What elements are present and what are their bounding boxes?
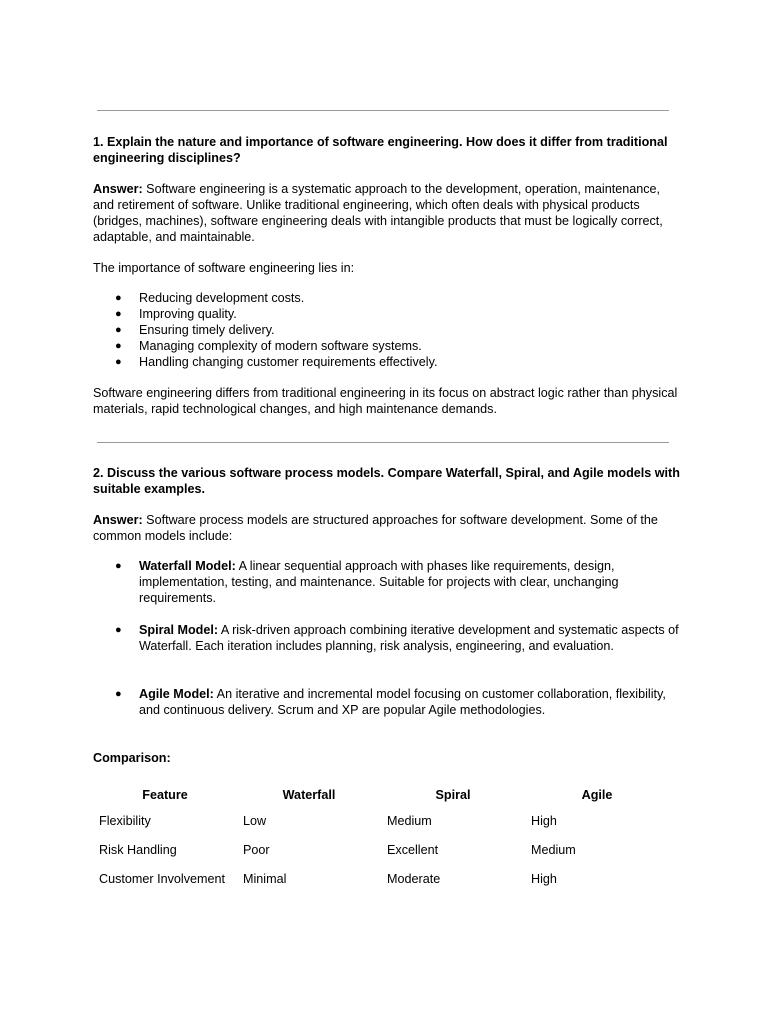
table-cell: Medium <box>531 842 576 857</box>
models-list <box>93 686 683 718</box>
answer-label: Answer: <box>93 182 143 196</box>
list-item-agile <box>93 686 679 718</box>
bullet-icon: ● <box>115 340 122 352</box>
table-cell: Poor <box>243 842 270 857</box>
bullet-icon: ● <box>115 624 122 636</box>
table-cell: Customer Involvement <box>99 871 225 886</box>
table-cell: Excellent <box>387 842 439 857</box>
models-list <box>93 622 683 654</box>
table-cell: Low <box>243 813 267 828</box>
model-description: A linear sequential approach with phases like requirements, design, implementation, testing, and maintenance. Suitable for projects with clear, unchanging requirements. <box>139 559 619 605</box>
table-cell: Minimal <box>243 871 287 886</box>
horizontal-divider <box>97 110 669 111</box>
table-header-cell: Feature <box>142 788 188 802</box>
answer-text: Software process models are structured approaches for software development. Some of the common models include: <box>93 513 658 543</box>
list-item-text: Reducing development costs. <box>139 291 305 305</box>
question-2-answer <box>93 512 683 544</box>
question-1-title: 1. Explain the nature and importance of software engineering. How does it differ from traditional engineering disciplines? <box>93 135 668 165</box>
table-cell: High <box>531 813 557 828</box>
bullet-icon: ● <box>115 292 122 304</box>
models-list-block <box>93 622 683 654</box>
table-cell: Medium <box>387 813 432 828</box>
model-description: A risk-driven approach combining iterative development and systematic aspects of Waterfall. Each iteration includes planning, risk analysis, engineering, and evaluation. <box>139 623 679 653</box>
importance-list-block <box>93 290 683 370</box>
table-row <box>93 864 669 893</box>
comparison-table <box>93 784 669 893</box>
list-item-waterfall <box>93 558 679 606</box>
models-list-block <box>93 558 683 606</box>
table-header-cell: Spiral <box>435 788 471 802</box>
table-row <box>93 806 669 835</box>
table-cell: Moderate <box>387 871 441 886</box>
question-1-conclusion <box>93 385 683 417</box>
list-item-text: Handling changing customer requirements effectively. <box>139 355 438 369</box>
question-1-section <box>93 134 683 166</box>
importance-intro <box>93 260 683 276</box>
question-1-answer <box>93 181 683 245</box>
list-item <box>93 322 683 338</box>
horizontal-divider <box>97 442 669 443</box>
bullet-icon: ● <box>115 356 122 368</box>
list-item <box>93 354 683 370</box>
question-2-title: 2. Discuss the various software process models. Compare Waterfall, Spiral, and Agile models with suitable examples. <box>93 466 680 496</box>
list-item <box>93 338 683 354</box>
models-list-block <box>93 686 683 718</box>
comparison-heading: Comparison: <box>93 751 171 765</box>
model-name: Waterfall Model: <box>139 559 236 573</box>
bullet-icon: ● <box>115 688 122 700</box>
comparison-heading-block <box>93 750 683 766</box>
table-header-cell: Waterfall <box>282 788 336 802</box>
table-header-row <box>93 784 669 806</box>
list-item-text: Ensuring timely delivery. <box>139 323 275 337</box>
bullet-icon: ● <box>115 324 122 336</box>
conclusion-text: Software engineering differs from traditional engineering in its focus on abstract logic rather than physical materials, rapid technological changes, and high maintenance demands. <box>93 386 678 416</box>
list-item <box>93 290 683 306</box>
list-item-text: Managing complexity of modern software systems. <box>139 339 422 353</box>
model-name: Agile Model: <box>139 687 214 701</box>
model-name: Spiral Model: <box>139 623 219 637</box>
list-item-text: Improving quality. <box>139 307 237 321</box>
bullet-icon: ● <box>115 560 122 572</box>
list-item-spiral <box>93 622 679 654</box>
table-row <box>93 835 669 864</box>
table-cell: High <box>531 871 557 886</box>
table-cell: Flexibility <box>99 813 151 828</box>
answer-text: Software engineering is a systematic approach to the development, operation, maintenance, and retirement of software. Unlike traditional engineering, which often deals with physical products (bridges, machines), software engineering deals with intangible products that must be logically correct, adaptable, and maintainable. <box>93 182 663 244</box>
answer-label: Answer: <box>93 513 143 527</box>
importance-list <box>93 290 683 370</box>
importance-intro-text: The importance of software engineering lies in: <box>93 261 355 275</box>
table-header-cell: Agile <box>581 788 613 802</box>
question-2-section <box>93 465 683 497</box>
table-cell: Risk Handling <box>99 842 177 857</box>
bullet-icon: ● <box>115 308 122 320</box>
model-description: An iterative and incremental model focusing on customer collaboration, flexibility, and continuous delivery. Scrum and XP are popular Agile methodologies. <box>139 687 666 717</box>
models-list <box>93 558 683 606</box>
list-item <box>93 306 683 322</box>
